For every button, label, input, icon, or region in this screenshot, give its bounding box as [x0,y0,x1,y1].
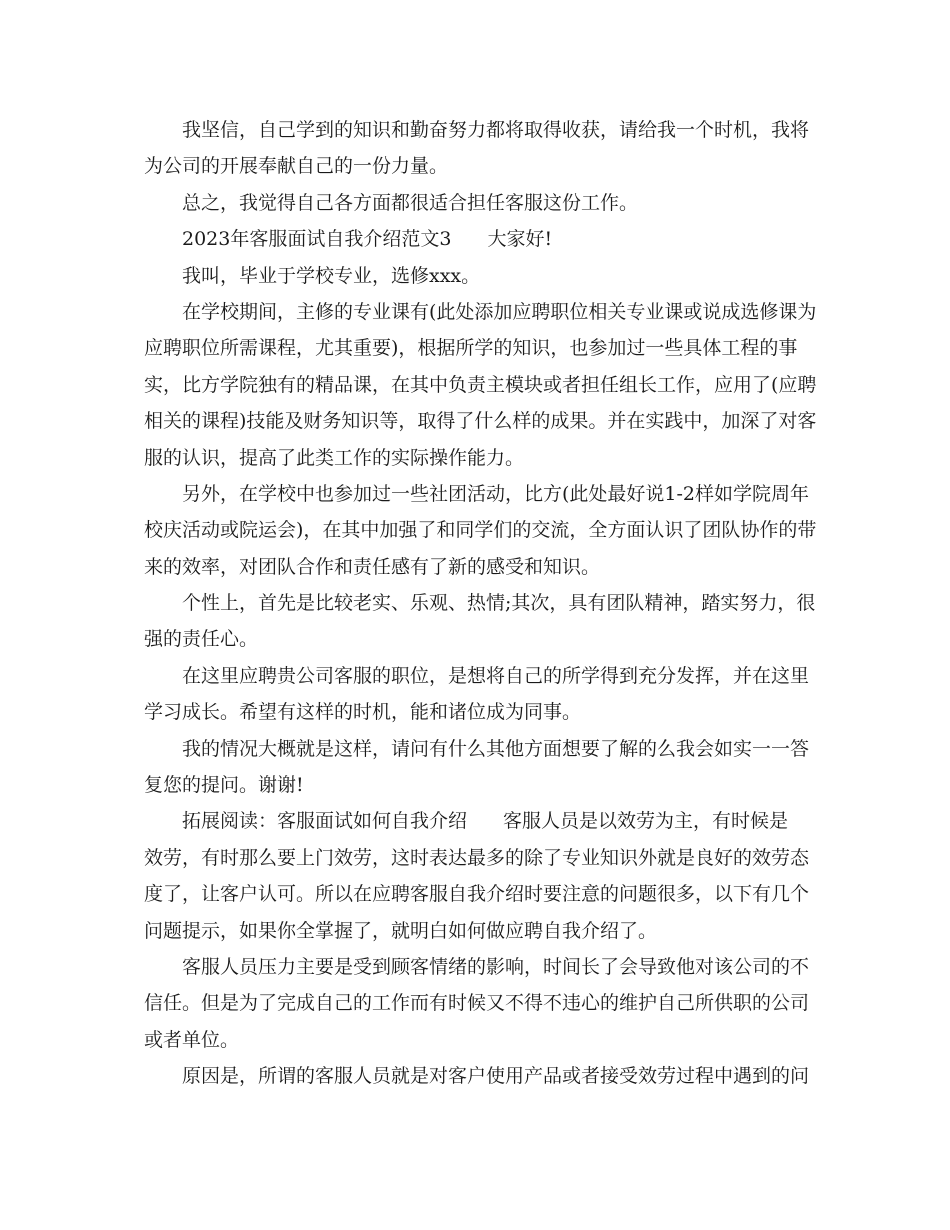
line-text: 客服人员压力主要是受到顾客情绪的影响，时间长了会导致他对该公司的不 [182,955,810,978]
line-text: 信任。但是为了完成自己的工作而有时候又不得不违心的维护自己所供职的公司 [144,992,810,1015]
line-text: 效劳，有时那么要上门效劳，这时表达最多的除了专业知识外就是良好的效劳态 [144,846,810,869]
line-text: 在这里应聘贵公司客服的职位，是想将自己的所学得到充分发挥，并在这里 [182,664,810,687]
text-line [144,367,817,403]
line-text: 来的效率，对团队合作和责任感有了新的感受和知识。 [144,555,601,578]
text-line [144,985,809,1021]
line-text: 拓展阅读：客服面试如何自我介绍 [182,810,468,833]
text-line [144,731,809,767]
text-line [144,767,809,803]
text-line [144,549,809,585]
text-line [144,949,809,985]
line-text: 原因是，所谓的客服人员就是对客户使用产品或者接受效劳过程中遇到的问 [182,1065,810,1088]
line-text: 强的责任心。 [144,628,259,651]
line-text: 学习成长。希望有这样的时机，能和诸位成为同事。 [144,701,582,724]
line-text: 我叫，毕业于学校专业，选修xxx。 [182,264,481,287]
line-text: 度了，让客户认可。所以在应聘客服自我介绍时要注意的问题很多，以下有几个 [144,883,810,906]
text-line [144,694,809,730]
document-body [144,112,817,1095]
text-line [144,221,809,257]
line-tail-text: 大家好! [487,228,553,251]
line-text: 服的认识，提高了此类工作的实际操作能力。 [144,446,525,469]
text-line [144,148,809,184]
line-text: 相关的课程)技能及财务知识等，取得了什么样的成果。并在实践中，加深了对客 [144,410,817,433]
line-text: 我的情况大概就是这样，请问有什么其他方面想要了解的么我会如实一一答 [182,737,810,760]
text-line [144,876,809,912]
line-text: 或者单位。 [144,1028,240,1051]
text-line [144,476,809,512]
line-text: 为公司的开展奉献自己的一份力量。 [144,155,449,178]
text-line [144,330,809,366]
text-line [144,1022,809,1058]
text-line [144,585,816,621]
line-text: 在学校期间，主修的专业课有(此处添加应聘职位相关专业课或说成选修课为 [182,300,817,323]
text-line [144,112,809,148]
text-line [144,512,817,548]
text-line [144,803,809,839]
line-text: 问题提示，如果你全掌握了，就明白如何做应聘自我介绍了。 [144,919,658,942]
text-line [144,913,809,949]
line-text: 实，比方学院独有的精品课，在其中负责主模块或者担任组长工作，应用了(应聘 [144,373,817,396]
text-line [144,621,809,657]
line-text: 另外，在学校中也参加过一些社团活动，比方(此处最好说1-2样如学院周年 [182,482,810,505]
text-line [144,840,809,876]
text-line [144,1058,809,1094]
text-line [144,403,817,439]
line-text: 个性上，首先是比较老实、乐观、热情;其次，具有团队精神，踏实努力，很 [182,592,816,615]
text-line [144,258,809,294]
line-tail-text: 客服人员是以效劳为主，有时候是 [503,810,789,833]
text-line [144,294,817,330]
line-text: 校庆活动或院运会)，在其中加强了和同学们的交流，全方面认识了团队协作的带 [144,519,817,542]
line-text: 应聘职位所需课程，尤其重要)，根据所学的知识，也参加过一些具体工程的事 [144,337,798,360]
line-text: 2023年客服面试自我介绍范文3 [182,228,452,251]
text-line [144,440,809,476]
text-line [144,658,809,694]
line-text: 复您的提问。谢谢! [144,774,304,797]
text-line [144,185,809,221]
line-text: 我坚信，自己学到的知识和勤奋努力都将取得收获，请给我一个时机，我将 [182,119,810,141]
line-text: 总之，我觉得自己各方面都很适合担任客服这份工作。 [182,191,639,214]
